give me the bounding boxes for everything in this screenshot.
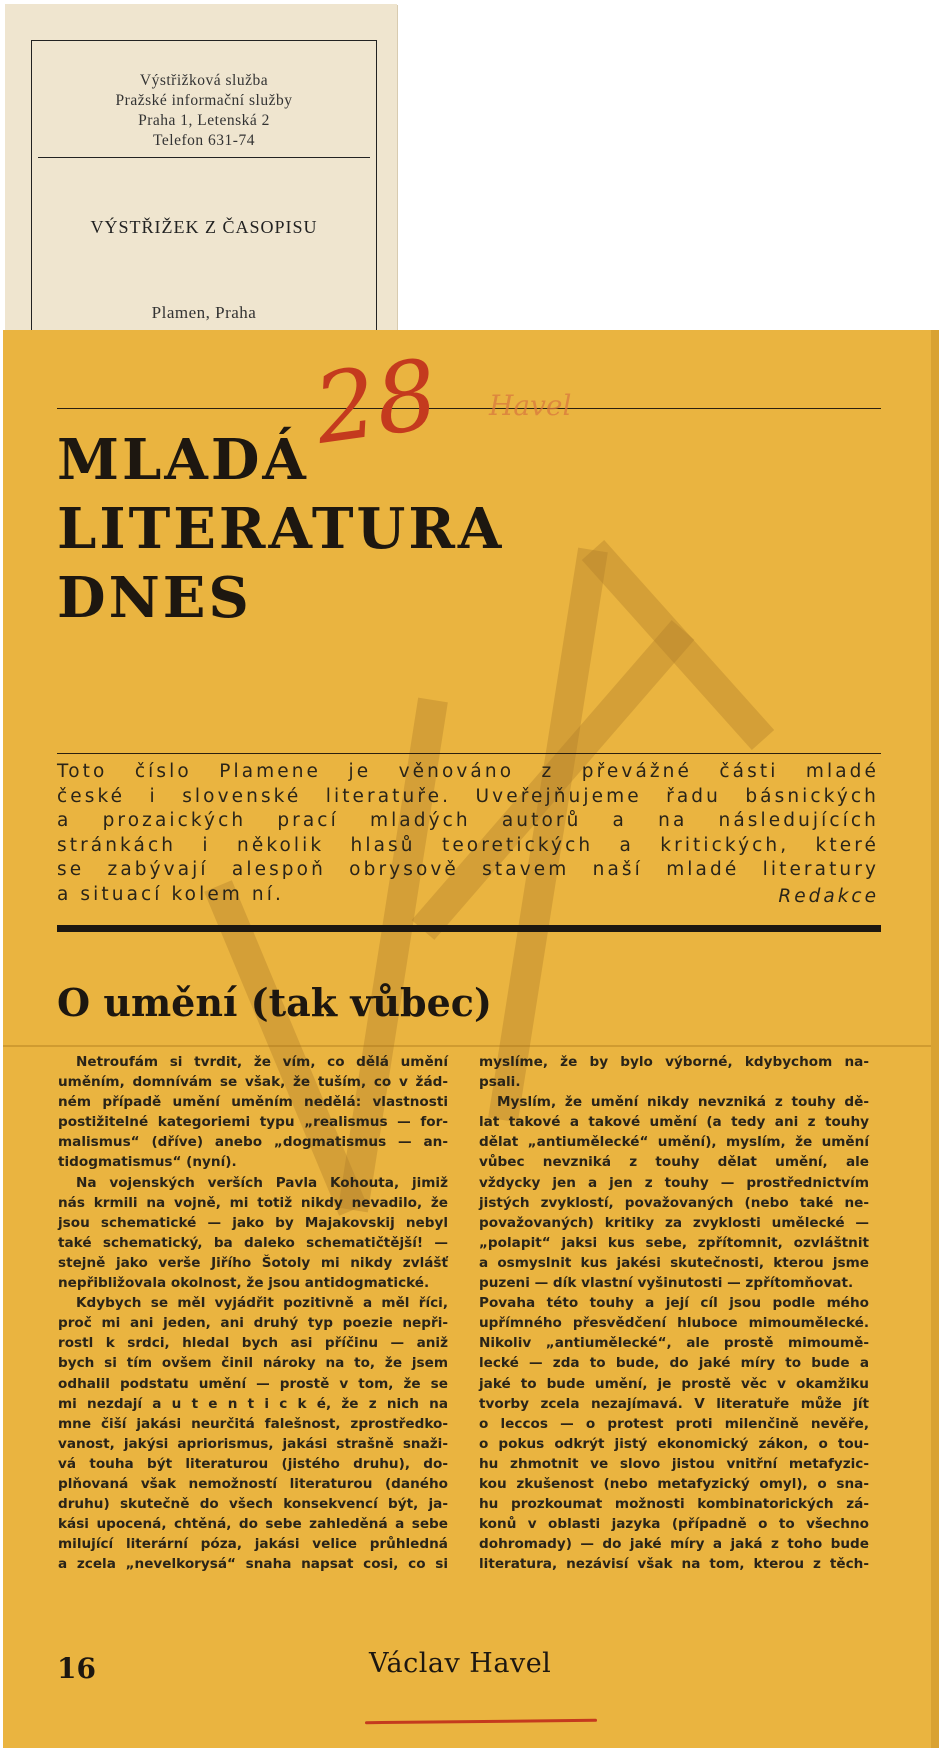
text-line: Povaha této touhy a její cíl jsou podle mého	[479, 1295, 869, 1312]
clipping-label	[5, 4, 397, 330]
text-line: proč mi ani jeden, ani druhý typ poezie nepři-	[58, 1315, 448, 1332]
text-line: tidogmatismus“ (nyní).	[58, 1154, 237, 1171]
intro-line: Toto číslo Plamene je věnováno z převážné části mladé	[57, 761, 879, 782]
clipping-service-info	[32, 71, 376, 151]
clipping-label-frame	[31, 40, 377, 331]
text-line: postižitelné kategoriemi typu „realismus — for-	[58, 1114, 448, 1131]
text-line: kou zkušenost (nebo metafyzický omyl), o sna-	[479, 1475, 869, 1492]
section-divider	[57, 925, 881, 932]
page-fold-crease	[3, 1045, 939, 1047]
text-line: vůbec nevzniká z touhy dělat umění, ale	[479, 1154, 869, 1171]
text-line: milující literární póza, jakási velice průhledná	[58, 1536, 448, 1553]
article-title: O umění (tak vůbec)	[57, 980, 492, 1025]
page-number: 16	[57, 1652, 96, 1685]
intro-rule	[57, 753, 881, 754]
handwritten-number: 28	[307, 338, 445, 466]
text-line: uměním, domnívám se však, že tuším, co v žád-	[58, 1074, 448, 1091]
text-line: Na vojenských verších Pavla Kohouta, jimiž	[76, 1174, 448, 1191]
text-line: rostl k srdci, hledal bych asi příčinu — aniž	[58, 1335, 448, 1352]
text-line: tvorby zcela nezajímavá. V literatuře může jít	[479, 1395, 869, 1412]
header-rule	[57, 408, 881, 409]
text-line: Kdybych se měl vyjádřit pozitivně a měl říci,	[76, 1295, 448, 1312]
text-line: o leccos — o protest proti milenčině nevěře,	[479, 1415, 869, 1432]
text-line: dělat „antiumělecké“ umění), myslím, že umění	[479, 1134, 869, 1151]
clipping-label-title: VÝSTŘIŽEK Z ČASOPISU	[90, 217, 318, 237]
text-line: „polapit“ jaksi kus sebe, zpřítomnit, ozvláštnit	[479, 1234, 869, 1251]
page-title	[57, 426, 504, 633]
intro-line: české i slovenské literatuře. Uveřejňujeme řadu básnických	[57, 785, 879, 807]
text-line: ném případě umění uměním nedělá: vlastnosti	[58, 1094, 448, 1111]
text-line: lecké — zda to bude, do jaké míry to bude a	[479, 1355, 869, 1372]
text-line: stejně jako verše Jiřího Šotoly mi nikdy zvlášť	[58, 1254, 448, 1271]
text-line: kási upocená, chtěná, do sebe zahleděná a sebe	[58, 1516, 448, 1533]
text-line: puzeni — dík vlastní vyšinutosti — zpřítomňovat.	[479, 1275, 854, 1292]
clipping-source: Plamen, Praha	[151, 303, 257, 322]
intro-line: se zabývají alespoň obrysově stavem naší mladé literatury	[57, 859, 879, 880]
intro-line: a prozaických prací mladých autorů a na následujících	[57, 810, 879, 831]
text-line: hu prozkoumat možnosti kombinatorických zá-	[479, 1496, 869, 1513]
author-name: Václav Havel	[369, 1648, 552, 1679]
text-line: a zcela „nevelkorysá“ snaha napsat cosi, co si	[58, 1556, 448, 1573]
red-pencil-underline	[365, 1719, 597, 1724]
intro-line: a situací kolem ní.	[57, 883, 284, 905]
handwritten-name: Havel	[489, 389, 572, 422]
clipping-service-line: Telefon 631-74	[153, 132, 255, 149]
title-line: MLADÁ	[57, 427, 309, 493]
text-line: jistých zvyklostí, považovaných (nebo také ne-	[479, 1194, 869, 1211]
text-line: plňovaná však nemožností literaturou (daného	[58, 1475, 448, 1492]
magazine-page	[3, 330, 939, 1748]
text-line: jsou schematické — jako by Majakovskij nebyl	[58, 1214, 448, 1231]
text-line: vždycky jen a jen z touhy — prostřednictvím	[479, 1174, 869, 1191]
text-line: lat takové a takové umění (a tedy ani z touhy	[479, 1114, 869, 1131]
text-line: dohromady) — do jaké míry a jaká z toho bude	[479, 1536, 869, 1553]
clipping-service-line: Pražské informační služby	[115, 92, 293, 109]
clipping-service-line: Praha 1, Letenská 2	[138, 112, 270, 129]
article-column-right	[479, 1052, 869, 1574]
editorial-signature: Redakce	[778, 886, 879, 907]
text-line: vanost, jakýsi apriorismus, jakási strašně snaži-	[58, 1435, 448, 1452]
title-line: DNES	[57, 565, 252, 631]
clipping-service-line: Výstřižková služba	[139, 72, 269, 89]
text-line: vá touha být literaturou (jistého druhu), do-	[58, 1455, 448, 1472]
editorial-intro	[57, 760, 879, 907]
text-line: Myslím, že umění nikdy nevzniká z touhy dě-	[497, 1094, 869, 1111]
text-line: mi nezdají a u t e n t i c k é, že z nich na	[58, 1395, 448, 1412]
text-line: o pokus odkrýt jistý ekonomický zákon, o tou-	[479, 1435, 869, 1452]
text-line: upřímného přesvědčení hluboce mimoumělecké.	[479, 1315, 869, 1332]
text-line: myslíme, že by bylo výborné, kdybychom na-	[479, 1054, 869, 1070]
text-line: a osmyslnit kus jakési skutečnosti, kterou jsme	[479, 1254, 869, 1271]
text-line: druhu) skutečně do všech konsekvencí být, ja-	[58, 1496, 448, 1513]
text-line: nás krmili na vojně, mi totiž nikdy nevadilo, že	[58, 1194, 448, 1211]
article-column-left	[58, 1052, 448, 1574]
title-line: LITERATURA	[57, 496, 505, 562]
text-line: odhalil podstatu umění — prostě v tom, že se	[58, 1375, 448, 1392]
text-line: bych si tím ovšem činil nároky na to, že jsem	[58, 1355, 448, 1372]
text-line: považovaných) kritiky za zvyklosti umělecké —	[479, 1214, 869, 1231]
text-line: psali.	[479, 1074, 521, 1091]
text-line: malismus“ (dříve) anebo „dogmatismus — an-	[58, 1134, 448, 1151]
text-line: Netroufám si tvrdit, že vím, co dělá umění	[76, 1054, 448, 1070]
text-line: konů v oblasti jazyka (případně o to všechno	[479, 1516, 869, 1533]
text-line: Nikoliv „antiumělecké“, ale prostě mimoumě-	[479, 1335, 869, 1352]
text-line: hu zhmotnit ve slovo jistou vnitřní metafyzic-	[479, 1455, 869, 1472]
intro-line: stránkách i několik hlasů teoretických a kritických, které	[57, 834, 879, 856]
text-line: mne čiší jakási neurčitá falešnost, zprostředko-	[58, 1415, 448, 1432]
text-line: jaké to bude umění, je prostě věc v okamžiku	[479, 1375, 869, 1392]
text-line: literatura, nezávisí však na tom, kterou z těch-	[479, 1556, 869, 1573]
text-line: nepřibližovala okolnost, že jsou antidogmatické.	[58, 1275, 430, 1292]
text-line: také schematický, ba daleko schematičtější! —	[58, 1234, 448, 1251]
clipping-label-divider	[38, 157, 370, 158]
